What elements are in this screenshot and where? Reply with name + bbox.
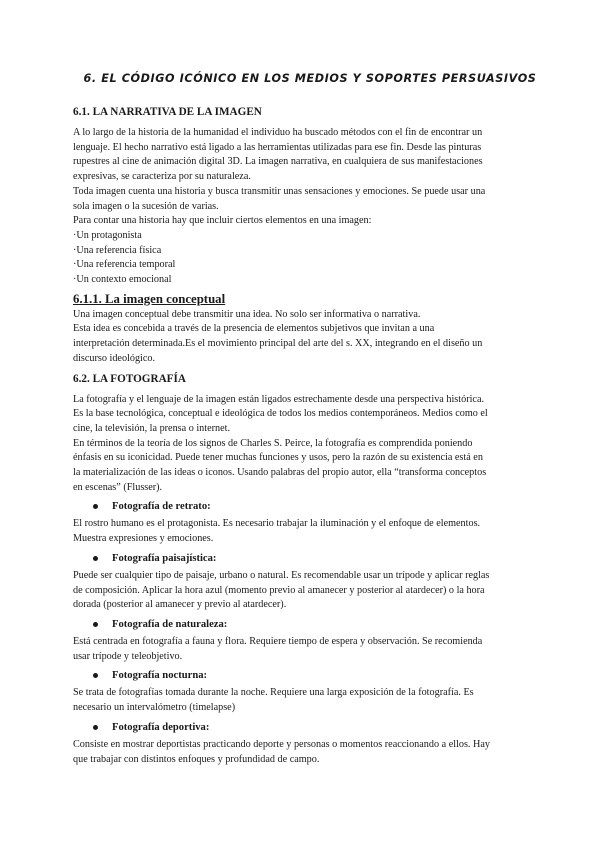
list-item: ·Un contexto emocional [73, 274, 172, 286]
bullet-heading-label: Fotografía de retrato: [112, 501, 211, 513]
bullet-heading-retrato [93, 499, 533, 514]
bullet-icon [93, 622, 98, 627]
paragraph-line: A lo largo de la historia de la humanidad el individuo ha buscado métodos con el fin de encontrar un [73, 127, 483, 138]
section-62-text [73, 393, 533, 496]
bullet-heading-paisajistica [93, 551, 533, 566]
paragraph-line: interpretación determinada.Es el movimiento principal del arte del s. XX, integrando en el diseño un [73, 338, 483, 350]
paragraph-line: Consiste en mostrar deportistas practicando deporte y personas o momentos reaccionando a ellos. Hay [73, 738, 491, 750]
list-item: ·Una referencia temporal [73, 259, 176, 271]
paragraph-line: La fotografía y el lenguaje de la imagen están ligados estrechamente desde una perspectiva histórica. [73, 393, 485, 405]
bullet-heading-deportiva [93, 720, 533, 735]
bullet-icon [93, 504, 98, 509]
paragraph-line: la materialización de las ideas o iconos. Usando palabras del propio autor, ella “transforma conceptos [73, 467, 487, 479]
bullet-heading-label: Fotografía nocturna: [112, 670, 208, 682]
bullet-icon [93, 556, 98, 561]
page-title: 6. EL CÓDIGO ICÓNICO EN LOS MEDIOS Y SOPORTES PERSUASIVOS [83, 72, 537, 85]
paragraph-line: Muestra expresiones y emociones. [73, 533, 214, 545]
paragraph-line: Puede ser cualquier tipo de paisaje, urbano o natural. Es recomendable usar un trípode y aplicar reglas [73, 569, 490, 581]
paragraph-line: dorada (posterior al amanecer y previo al atardecer). [73, 599, 287, 611]
paragraph-line: Para contar una historia hay que incluir ciertos elementos en una imagen: [73, 215, 372, 227]
bullet-heading-label: Fotografía paisajística: [112, 552, 217, 564]
subsection-heading-imagen-conceptual: 6.1.1. La imagen conceptual [73, 291, 226, 306]
paragraph-line: En términos de la teoría de los signos de Charles S. Peirce, la fotografía es comprendida poniendo [73, 437, 473, 449]
paragraph-line: usar trípode y teleobjetivo. [73, 650, 183, 662]
paragraph-line: necesario un intervalómetro (timelapse) [73, 702, 236, 714]
bullet-heading-nocturna [93, 668, 533, 683]
paragraph-line: que trabajar con distintos enfoques y profundidad de campo. [73, 753, 320, 765]
bullet-icon [93, 673, 98, 678]
bullet-heading-naturaleza [93, 617, 533, 632]
paragraph-line: discurso ideológico. [73, 352, 156, 364]
document-body [73, 105, 533, 767]
paragraph-line: rupestres al cine de animación digital 3D. La imagen narrativa, en cualquiera de sus manifestaciones [73, 156, 483, 168]
section-heading-fotografia: 6.2. LA FOTOGRAFÍA [73, 372, 186, 385]
paragraph-line: Se trata de fotografías tomada durante la noche. Requiere una larga exposición de la fotografía. Es [73, 687, 474, 699]
bullet-heading-label: Fotografía de naturaleza: [112, 618, 228, 630]
section-heading-narrativa: 6.1. LA NARRATIVA DE LA IMAGEN [73, 106, 262, 118]
paragraph-line: de composición. Aplicar la hora azul (momento previo al amanecer y posterior al atardecer) o la hora [73, 584, 485, 596]
paragraph-line: lenguaje. El hecho narrativo está ligado a las herramientas utilizadas para ese fin. Desde las pinturas [73, 141, 482, 153]
paragraph-line: Esta idea es concebida a través de la presencia de elementos subjetivos que invitan a una [73, 323, 435, 335]
bullet-icon [93, 725, 98, 730]
paragraph-line: Una imagen conceptual debe transmitir una idea. No solo ser informativa o narrativa. [73, 308, 421, 320]
list-item: ·Una referencia física [73, 244, 162, 256]
paragraph-line: énfasis en su iconicidad. Puede tener muchas funciones y usos, pero la razón de su existencia está en [73, 452, 483, 464]
bullet-heading-label: Fotografía deportiva: [112, 721, 210, 733]
paragraph-line: Toda imagen cuenta una historia y busca transmitir unas sensaciones y emociones. Se puede usar una [73, 185, 486, 197]
list-item: ·Un protagonista [73, 229, 142, 241]
paragraph-line: Está centrada en fotografía a fauna y flora. Requiere tiempo de espera y observación. Se recomienda [73, 635, 483, 647]
paragraph-line: sola imagen o la sucesión de varias. [73, 200, 219, 212]
paragraph-line: en escenas” (Flusser). [73, 481, 163, 493]
paragraph-line: Es la base tecnológica, conceptual e ideológica de todos los medios contemporáneos. Medios como el [73, 408, 488, 420]
section-611-text [73, 308, 533, 367]
paragraph-line: El rostro humano es el protagonista. Es necesario trabajar la iluminación y el enfoque de elementos. [73, 518, 481, 530]
paragraph-line: expresivas, se caracteriza por su naturaleza. [73, 171, 251, 183]
paragraph-line: cine, la televisión, la prensa o internet. [73, 422, 231, 434]
section-61-text [73, 126, 533, 288]
